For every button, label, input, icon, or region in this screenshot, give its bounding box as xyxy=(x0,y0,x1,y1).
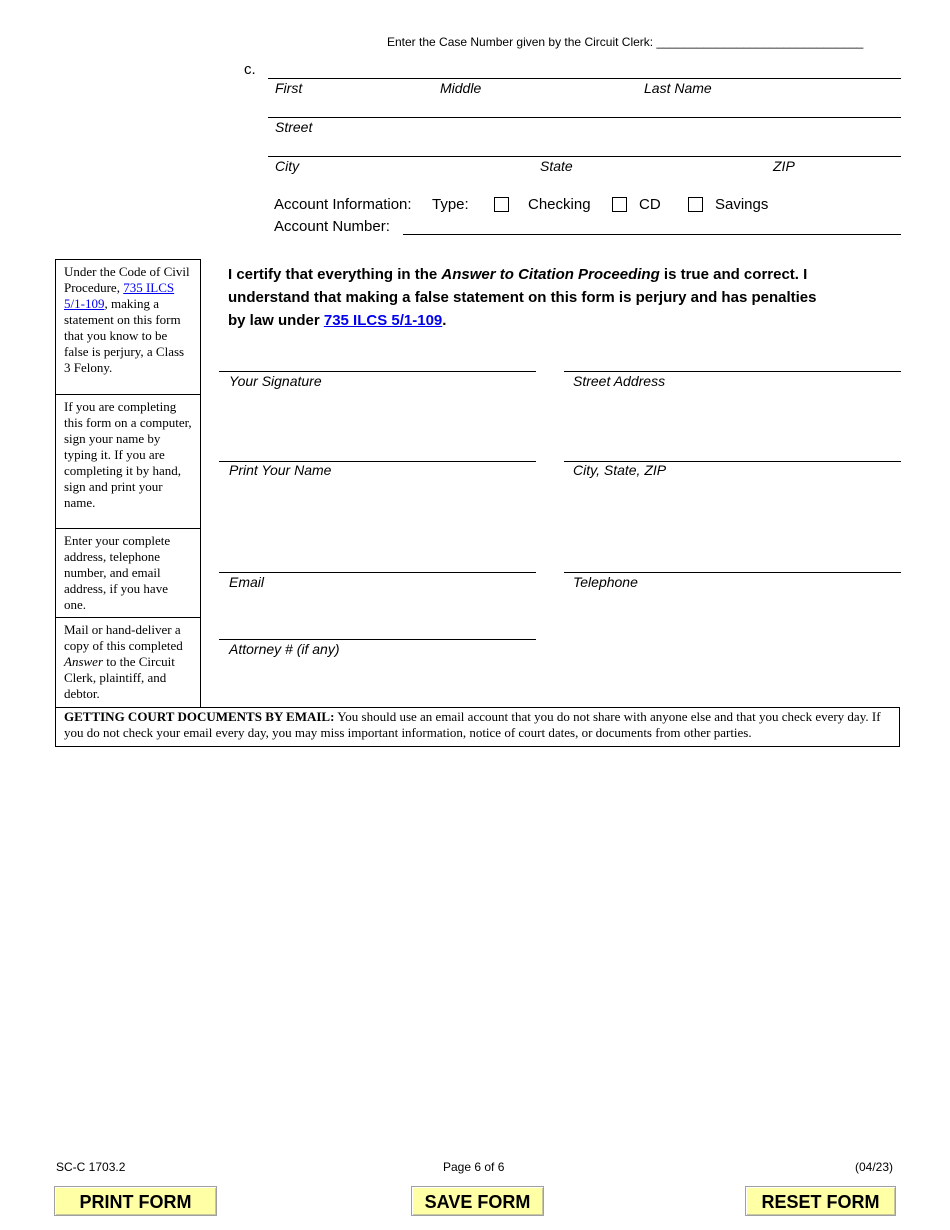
email-notice xyxy=(55,707,900,747)
cd-checkbox[interactable] xyxy=(612,197,627,212)
city-label: City xyxy=(275,158,300,174)
account-number-field[interactable] xyxy=(403,234,901,235)
first-name-label: First xyxy=(275,80,303,96)
perjury-note xyxy=(55,259,201,395)
section-marker: c. xyxy=(244,61,256,78)
last-name-label: Last Name xyxy=(644,80,712,96)
street-address-label: Street Address xyxy=(573,373,666,389)
save-form-button[interactable]: SAVE FORM xyxy=(411,1186,544,1216)
telephone-label: Telephone xyxy=(573,574,638,590)
certification-text-2: is true and correct. I understand that making a false statement on this form is perjury and has penalties by law under xyxy=(228,266,817,329)
certification-text-1: I certify that everything in the xyxy=(228,266,442,283)
case-number-label: Enter the Case Number given by the Circuit Clerk: _______________________________ xyxy=(387,35,864,49)
attorney-number-field[interactable] xyxy=(219,639,536,640)
savings-checkbox[interactable] xyxy=(688,197,703,212)
reset-form-button[interactable]: RESET FORM xyxy=(745,1186,896,1216)
perjury-statute-link[interactable]: 735 ILCS 5/1-109 xyxy=(64,280,175,311)
print-form-button[interactable]: PRINT FORM xyxy=(54,1186,217,1216)
deliver-note-text-1: Mail or hand-deliver a copy of this completed xyxy=(64,622,183,653)
certification-text-end: . xyxy=(442,312,447,329)
checking-label: Checking xyxy=(528,196,591,213)
street-label: Street xyxy=(275,119,313,135)
print-name-label: Print Your Name xyxy=(229,462,332,478)
page-number: Page 6 of 6 xyxy=(443,1160,505,1174)
revision-date: (04/23) xyxy=(855,1160,894,1174)
checking-checkbox[interactable] xyxy=(494,197,509,212)
email-notice-body: You should use an email account that you do not share with anyone else and that you check every day. If you do not check your email every day, you may miss important information, notice of court dates, or documents from other parties. xyxy=(64,709,881,740)
cd-label: CD xyxy=(639,196,661,213)
email-field[interactable] xyxy=(219,572,536,573)
state-label: State xyxy=(540,158,573,174)
city-state-zip-field[interactable] xyxy=(268,156,901,157)
deliver-note-italic: Answer xyxy=(64,654,103,669)
email-notice-heading: GETTING COURT DOCUMENTS BY EMAIL: xyxy=(64,709,335,724)
account-type-label: Type: xyxy=(432,196,469,213)
city-state-zip-label: City, State, ZIP xyxy=(573,462,667,478)
account-info-label: Account Information: xyxy=(274,196,412,213)
telephone-field[interactable] xyxy=(564,572,901,573)
zip-label: ZIP xyxy=(773,158,795,174)
certification-form-name: Answer to Citation Proceeding xyxy=(441,266,660,283)
deliver-note xyxy=(55,617,201,708)
attorney-number-label: Attorney # (if any) xyxy=(229,641,340,657)
middle-name-label: Middle xyxy=(440,80,482,96)
street-address-field[interactable] xyxy=(564,371,901,372)
form-code: SC-C 1703.2 xyxy=(56,1160,126,1174)
perjury-note-text-2: , making a statement on this form that you know to be false is perjury, a Class 3 Felony. xyxy=(64,296,185,375)
contact-note: Enter your complete address, telephone number, and email address, if you have one. xyxy=(55,528,201,618)
signature-label: Your Signature xyxy=(229,373,322,389)
email-label: Email xyxy=(229,574,265,590)
savings-label: Savings xyxy=(715,196,769,213)
name-field[interactable] xyxy=(268,78,901,79)
signing-note: If you are completing this form on a computer, sign your name by typing it. If you are completing it by hand, sign and print your name. xyxy=(55,394,201,529)
signature-field[interactable] xyxy=(219,371,536,372)
deliver-note-text-2: to the Circuit Clerk, plaintiff, and debtor. xyxy=(64,654,175,701)
street-field[interactable] xyxy=(268,117,901,118)
certification-statute-link[interactable]: 735 ILCS 5/1-109 xyxy=(323,312,443,329)
perjury-note-text-1: Under the Code of Civil Procedure, xyxy=(64,264,190,295)
account-number-label: Account Number: xyxy=(274,218,390,235)
certification-statement xyxy=(228,263,838,332)
